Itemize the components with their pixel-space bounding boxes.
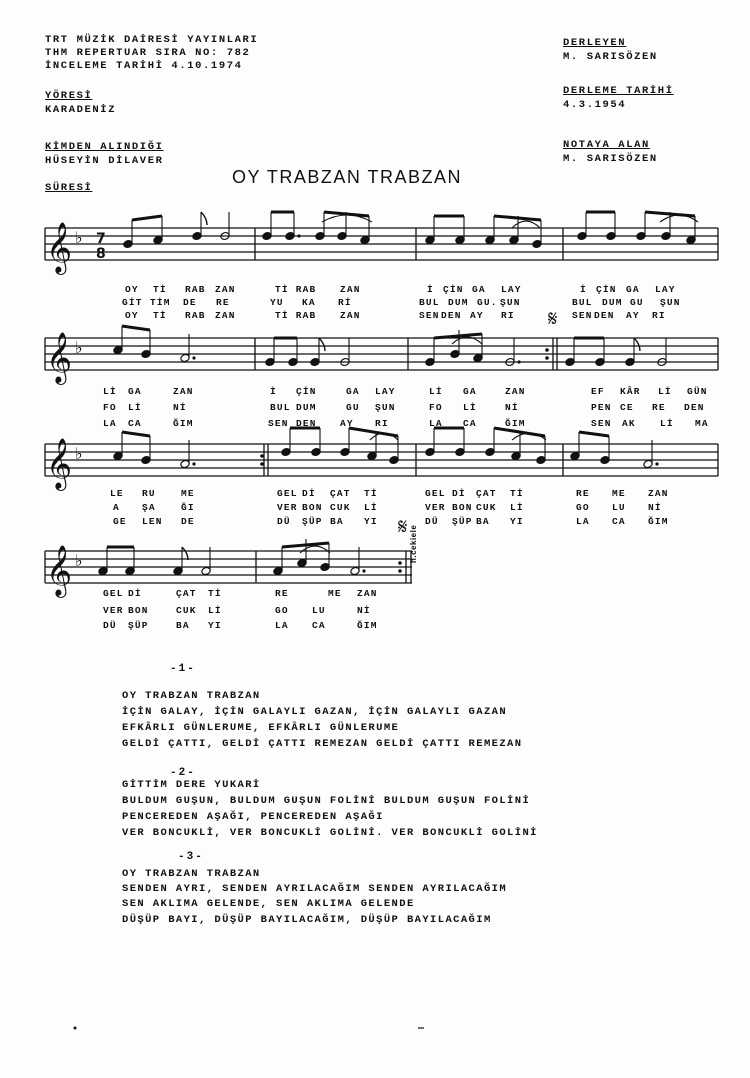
lyric-syllable: ZAN bbox=[173, 386, 194, 397]
lyric-syllable: Lİ bbox=[463, 402, 477, 413]
lyric-syllable: LA bbox=[103, 418, 117, 429]
lyric-syllable: SEN bbox=[419, 310, 440, 321]
lyric-syllable: EF bbox=[591, 386, 605, 397]
staff-system-4 bbox=[45, 551, 412, 583]
lyric-syllable: SEN bbox=[268, 418, 289, 429]
lyric-syllable: A bbox=[113, 502, 120, 513]
lyric-syllable: RI bbox=[375, 418, 389, 429]
repeat-dot bbox=[398, 561, 402, 565]
note-beam bbox=[122, 432, 150, 436]
lyric-syllable: Nİ bbox=[173, 402, 187, 413]
song-title: OY TRABZAN TRABZAN bbox=[232, 167, 463, 187]
lyric-syllable: ÇİN bbox=[296, 386, 317, 397]
source-label: KİMDEN ALINDIĞI bbox=[45, 141, 164, 153]
verse-2-line-1: GİTTİM DERE YUKARİ bbox=[122, 779, 261, 791]
lyric-syllable: ŞÜP bbox=[452, 516, 473, 527]
lyric-syllable: Dİ bbox=[302, 488, 316, 499]
lyric-syllable: SEN bbox=[572, 310, 593, 321]
source-value: HÜSEYİN DİLAVER bbox=[45, 155, 164, 167]
lyric-syllable: ME bbox=[612, 488, 626, 499]
flat-icon: ♭ bbox=[75, 338, 83, 357]
augmentation-dot bbox=[517, 360, 520, 363]
lyric-syllable: ŞUN bbox=[660, 297, 681, 308]
lyric-syllable: ĞIM bbox=[357, 620, 378, 631]
lyric-syllable: GA bbox=[472, 284, 486, 295]
lyric-syllable: AY bbox=[340, 418, 354, 429]
lyric-syllable: CE bbox=[620, 402, 634, 413]
region-value: KARADENİZ bbox=[45, 104, 117, 116]
publisher-line: TRT MÜZİK DAİRESİ YAYINLARI bbox=[45, 34, 259, 46]
augmentation-dot bbox=[655, 462, 658, 465]
lyric-syllable: GE bbox=[113, 516, 127, 527]
date-value: 4.3.1954 bbox=[563, 99, 627, 111]
treble-clef-icon: 𝄞 bbox=[46, 438, 73, 489]
lyric-syllable: AK bbox=[622, 418, 636, 429]
lyric-syllable: CA bbox=[463, 418, 477, 429]
lyric-syllable: BON bbox=[302, 502, 323, 513]
lyric-syllable: ŞÜP bbox=[128, 620, 149, 631]
lyric-syllable: SEN bbox=[591, 418, 612, 429]
note-flag bbox=[634, 338, 640, 351]
lyric-syllable: AY bbox=[470, 310, 484, 321]
lyric-syllable: GO bbox=[275, 605, 289, 616]
note-flag bbox=[182, 547, 188, 560]
lyric-syllable: RE bbox=[216, 297, 230, 308]
verse-1-line-4: GELDİ ÇATTI, GELDİ ÇATTI REMEZAN GELDİ ÇATTI REMEZAN bbox=[122, 738, 523, 750]
lyric-syllable: ÇAT bbox=[176, 588, 197, 599]
lyric-syllable: CUK bbox=[176, 605, 197, 616]
lyric-syllable: Tİ bbox=[208, 588, 222, 599]
lyric-syllable: BUL bbox=[572, 297, 593, 308]
lyric-syllable: LU bbox=[312, 605, 326, 616]
lyric-syllable: ĞIM bbox=[173, 418, 194, 429]
lyric-syllable: DUM bbox=[296, 402, 317, 413]
augmentation-dot bbox=[362, 569, 365, 572]
verse-1-line-1: OY TRABZAN TRABZAN bbox=[122, 690, 261, 702]
lyric-syllable: VER bbox=[425, 502, 446, 513]
lyric-syllable: Tİ bbox=[153, 284, 167, 295]
lyric-syllable: ZAN bbox=[505, 386, 526, 397]
lyric-syllable: BON bbox=[452, 502, 473, 513]
verse-3-line-1: OY TRABZAN TRABZAN bbox=[122, 868, 261, 880]
verse-number: -2- bbox=[170, 767, 196, 779]
lyric-syllable: DE bbox=[181, 516, 195, 527]
lyric-syllable: FO bbox=[103, 402, 117, 413]
lyric-syllable: ĞIM bbox=[505, 418, 526, 429]
verse-1-line-2: İÇİN GALAY, İÇİN GALAYLI GAZAN, İÇİN GALAYLI GAZAN bbox=[122, 706, 508, 718]
lyric-syllable: BA bbox=[330, 516, 344, 527]
note-beam bbox=[494, 216, 541, 220]
lyric-syllable: CUK bbox=[476, 502, 497, 513]
lyric-syllable: VER bbox=[103, 605, 124, 616]
lyric-syllable: ÇAT bbox=[330, 488, 351, 499]
lyric-syllable: LA bbox=[576, 516, 590, 527]
lyric-syllable: ME bbox=[328, 588, 342, 599]
lyric-syllable: ÇİN bbox=[443, 284, 464, 295]
coda-label: h.cekiele bbox=[409, 524, 418, 563]
flat-icon: ♭ bbox=[75, 228, 83, 247]
slur bbox=[300, 546, 330, 553]
lyric-syllable: ZAN bbox=[215, 284, 236, 295]
verse-number: -1- bbox=[170, 663, 196, 675]
lyric-syllable: KÂR bbox=[620, 386, 641, 397]
lyric-syllable: Tİ RAB bbox=[275, 284, 317, 295]
treble-clef-icon: 𝄞 bbox=[46, 545, 73, 596]
compiler-label: DERLEYEN bbox=[563, 37, 627, 49]
lyric-syllable: MA bbox=[695, 418, 709, 429]
lyric-syllable: KA bbox=[302, 297, 316, 308]
lyric-syllable: Lİ bbox=[364, 502, 378, 513]
lyric-syllable: İ bbox=[427, 284, 434, 295]
lyric-syllable: Nİ bbox=[505, 402, 519, 413]
lyric-syllable: Tİ RAB bbox=[275, 310, 317, 321]
repeat-dot bbox=[398, 569, 402, 573]
lyric-syllable: DÜ bbox=[103, 620, 117, 631]
time-signature-top: 7 bbox=[96, 231, 106, 247]
lyric-syllable: PEN bbox=[591, 402, 612, 413]
lyric-syllable: ŞÜP bbox=[302, 516, 323, 527]
lyric-syllable: DEN bbox=[441, 310, 462, 321]
lyric-syllable: DÜ bbox=[277, 516, 291, 527]
lyric-syllable: ĞI bbox=[181, 502, 195, 513]
segno-icon: 𝄋 bbox=[398, 515, 408, 540]
note-beam bbox=[579, 432, 609, 436]
lyric-syllable: ZAN bbox=[357, 588, 378, 599]
lyric-syllable: Dİ bbox=[128, 588, 142, 599]
lyric-syllable: CA bbox=[128, 418, 142, 429]
lyric-syllable: VER bbox=[277, 502, 298, 513]
lyric-syllable: DE bbox=[183, 297, 197, 308]
note-flag bbox=[201, 212, 207, 225]
note-flag bbox=[319, 338, 325, 351]
repeat-dot bbox=[545, 356, 549, 360]
duration-label: SÜRESİ bbox=[45, 182, 93, 194]
lyric-syllable: LAY bbox=[655, 284, 676, 295]
lyric-syllable: GU. bbox=[477, 297, 498, 308]
review-date: İNCELEME TARİHİ 4.10.1974 bbox=[45, 60, 243, 72]
lyric-syllable: ÇİN bbox=[596, 284, 617, 295]
verse-3-line-2: SENDEN AYRI, SENDEN AYRILACAĞIM SENDEN AYRILACAĞIM bbox=[122, 883, 508, 895]
lyric-syllable: RAB bbox=[185, 310, 206, 321]
lyric-syllable: CA bbox=[612, 516, 626, 527]
lyric-syllable: CA bbox=[312, 620, 326, 631]
lyric-syllable: GA bbox=[463, 386, 477, 397]
lyric-syllable: GEL bbox=[103, 588, 124, 599]
lyric-syllable: Tİ bbox=[510, 488, 524, 499]
lyric-syllable: LE bbox=[110, 488, 124, 499]
verse-2-line-2: BULDUM GUŞUN, BULDUM GUŞUN FOLİNİ BULDUM GUŞUN FOLİNİ bbox=[122, 795, 531, 807]
lyric-syllable: Tİ bbox=[153, 310, 167, 321]
lyric-syllable: GU bbox=[630, 297, 644, 308]
lyric-syllable: OY bbox=[125, 310, 139, 321]
lyric-syllable: Lİ bbox=[429, 386, 443, 397]
lyric-syllable: Lİ bbox=[128, 402, 142, 413]
lyric-syllable: ME bbox=[181, 488, 195, 499]
lyric-syllable: GA bbox=[128, 386, 142, 397]
verse-3-line-4: DÜŞÜP BAYI, DÜŞÜP BAYILACAĞIM, DÜŞÜP BAYILACAĞIM bbox=[122, 914, 492, 926]
lyric-syllable: GO bbox=[576, 502, 590, 513]
lyric-syllable: Dİ bbox=[452, 488, 466, 499]
repeat-dot bbox=[545, 348, 549, 352]
treble-clef-icon: 𝄞 bbox=[46, 332, 73, 383]
flat-icon: ♭ bbox=[75, 551, 83, 570]
lyric-syllable: Lİ bbox=[658, 386, 672, 397]
note-beam bbox=[132, 216, 162, 220]
lyric-syllable: RAB bbox=[185, 284, 206, 295]
compiler-value: M. SARISÖZEN bbox=[563, 51, 658, 63]
verse-3-line-3: SEN AKLIMA GELENDE, SEN AKLIMA GELENDE bbox=[122, 898, 415, 910]
lyric-syllable: BUL bbox=[270, 402, 291, 413]
time-signature-bottom: 8 bbox=[96, 246, 106, 262]
lyric-syllable: YI bbox=[208, 620, 222, 631]
lyric-syllable: ZAN bbox=[340, 310, 361, 321]
lyric-syllable: Rİ bbox=[338, 297, 352, 308]
notation-value: M. SARISÖZEN bbox=[563, 153, 658, 165]
lyric-syllable: RE bbox=[576, 488, 590, 499]
lyric-syllable: YI bbox=[364, 516, 378, 527]
lyric-syllable: Lİ bbox=[208, 605, 222, 616]
clefs bbox=[46, 222, 106, 598]
lyric-syllable: ŞUN bbox=[375, 402, 396, 413]
lyric-syllable: LU bbox=[612, 502, 626, 513]
lyric-syllable: DEN bbox=[684, 402, 705, 413]
lyric-syllable: DÜ bbox=[425, 516, 439, 527]
lyric-syllable: GA bbox=[626, 284, 640, 295]
lyric-syllable: GİT bbox=[122, 297, 143, 308]
lyric-syllable: GEL bbox=[277, 488, 298, 499]
staff-system-1 bbox=[45, 228, 718, 260]
lyric-syllable: ZAN bbox=[215, 310, 236, 321]
lyric-syllable: FO bbox=[429, 402, 443, 413]
lyric-syllable: BA bbox=[476, 516, 490, 527]
augmentation-dot bbox=[297, 234, 300, 237]
repertoire-number: THM REPERTUAR SIRA NO: 782 bbox=[45, 47, 251, 59]
lyric-syllable: RE bbox=[652, 402, 666, 413]
date-label: DERLEME TARİHİ bbox=[563, 85, 674, 97]
verse-number: -3- bbox=[178, 851, 204, 863]
lyric-syllable: GÜN bbox=[687, 386, 708, 397]
lyric-syllable: ĞIM bbox=[648, 516, 669, 527]
lyric-syllable: LEN bbox=[142, 516, 163, 527]
lyric-syllable: GA bbox=[346, 386, 360, 397]
lyric-syllable: BA bbox=[176, 620, 190, 631]
lyric-syllable: OY bbox=[125, 284, 139, 295]
lyric-syllable: İ bbox=[580, 284, 587, 295]
lyric-syllable: DEN bbox=[296, 418, 317, 429]
notation-label: NOTAYA ALAN bbox=[563, 139, 650, 151]
lyric-syllable: LA bbox=[429, 418, 443, 429]
verse-1-line-3: EFKÂRLI GÜNLERUME, EFKÂRLI GÜNLERUME bbox=[122, 722, 400, 734]
lyric-syllable: ZAN bbox=[648, 488, 669, 499]
lyric-syllable: BON bbox=[128, 605, 149, 616]
flat-icon: ♭ bbox=[75, 444, 83, 463]
lyric-syllable: LAY bbox=[501, 284, 522, 295]
slur bbox=[512, 221, 540, 228]
lyric-syllable: LA bbox=[275, 620, 289, 631]
verse-2-line-4: VER BONCUKLİ, VER BONCUKLİ GOLİNİ. VER BONCUKLİ GOLİNİ bbox=[122, 827, 538, 839]
lyric-syllable: Nİ bbox=[357, 605, 371, 616]
lyric-syllable: DEN bbox=[594, 310, 615, 321]
lyric-syllable: İ bbox=[270, 386, 277, 397]
lyric-syllable: ŞUN bbox=[500, 297, 521, 308]
lyric-syllable: ZAN bbox=[340, 284, 361, 295]
lyric-syllable: RI bbox=[501, 310, 515, 321]
note-beam bbox=[645, 212, 695, 216]
lyric-syllable: Lİ bbox=[660, 418, 674, 429]
lyric-syllable: ŞA bbox=[142, 502, 156, 513]
region-label: YÖRESİ bbox=[45, 90, 93, 102]
lyric-syllable: BUL bbox=[419, 297, 440, 308]
lyric-syllable: GEL bbox=[425, 488, 446, 499]
lyric-syllable: ÇAT bbox=[476, 488, 497, 499]
lyric-syllable: Tİ bbox=[364, 488, 378, 499]
segno-icon: 𝄋 bbox=[548, 307, 558, 332]
lyric-syllable: RU bbox=[142, 488, 156, 499]
repeat-dot bbox=[260, 454, 264, 458]
lyric-syllable: DUM bbox=[448, 297, 469, 308]
repeat-dot bbox=[260, 462, 264, 466]
lyric-syllable: Nİ bbox=[648, 502, 662, 513]
lyric-syllable: YI bbox=[510, 516, 524, 527]
lyric-syllable: AY bbox=[626, 310, 640, 321]
note-beam bbox=[282, 543, 329, 547]
lyric-syllable: LAY bbox=[375, 386, 396, 397]
lyric-syllable: TİM bbox=[150, 297, 171, 308]
verse-2-line-3: PENCEREDEN AŞAĞI, PENCEREDEN AŞAĞI bbox=[122, 811, 384, 823]
lyric-syllable: RE bbox=[275, 588, 289, 599]
lyric-syllable: RI bbox=[652, 310, 666, 321]
treble-clef-icon: 𝄞 bbox=[46, 222, 73, 273]
lyric-syllable: Lİ bbox=[103, 386, 117, 397]
lyric-syllable: CUK bbox=[330, 502, 351, 513]
lyric-syllable: DUM bbox=[602, 297, 623, 308]
lyric-syllable: YU bbox=[270, 297, 284, 308]
lyric-syllable: Lİ bbox=[510, 502, 524, 513]
augmentation-dot bbox=[192, 462, 195, 465]
augmentation-dot bbox=[192, 356, 195, 359]
lyric-syllable: GU bbox=[346, 402, 360, 413]
note-beam bbox=[122, 326, 150, 330]
